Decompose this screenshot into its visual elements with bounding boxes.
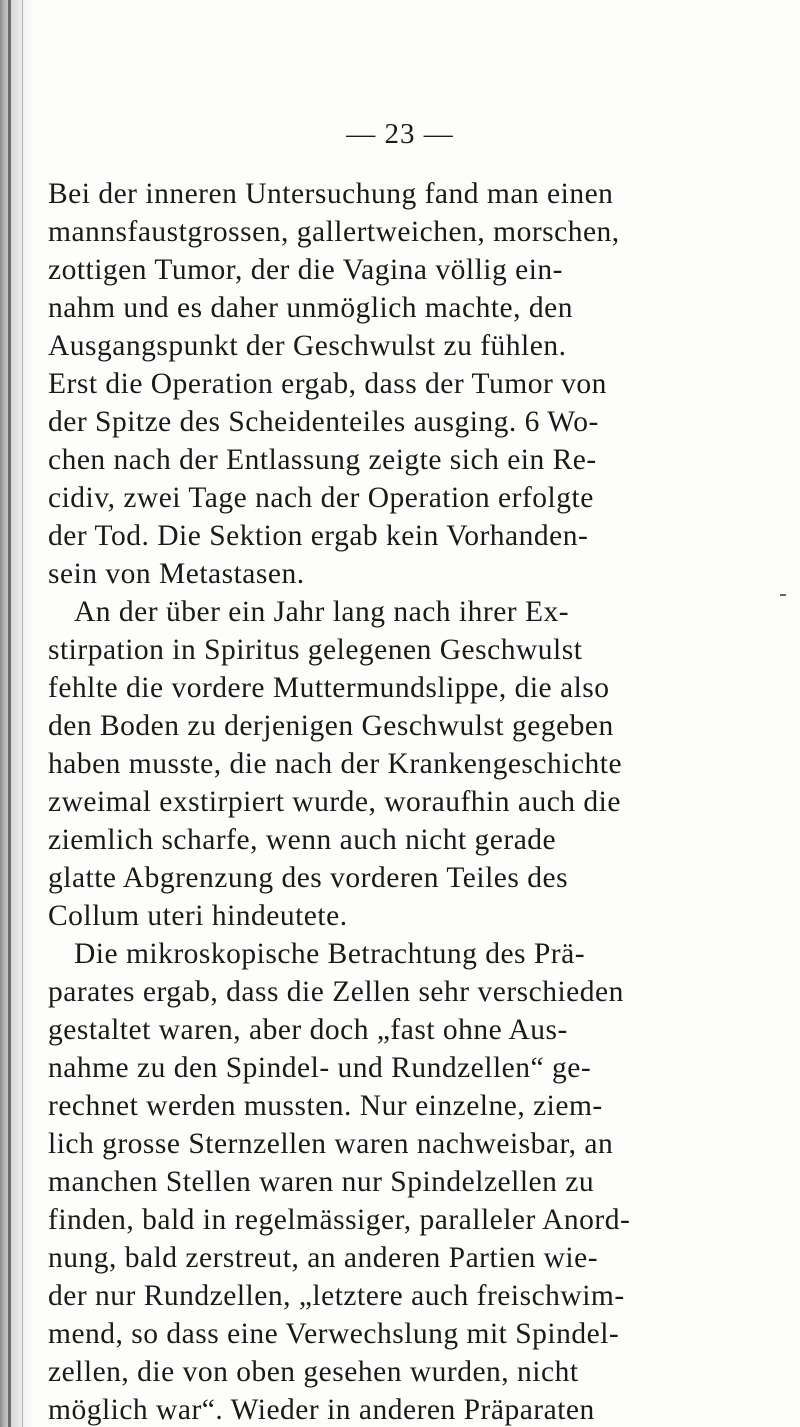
text-line: manchen Stellen waren nur Spindelzellen zu [48, 1166, 595, 1198]
text-line: chen nach der Entlassung zeigte sich ein Re- [48, 444, 597, 476]
text-line: glatte Abgrenzung des vorderen Teiles des [48, 862, 569, 894]
page-binding-shadow [0, 0, 34, 1427]
binding-edge-line [8, 0, 11, 1427]
text-line: sein von Metastasen. [48, 558, 305, 590]
text-line: Collum uteri hindeutete. [48, 900, 348, 932]
text-line: parates ergab, dass die Zellen sehr verschieden [48, 976, 624, 1008]
text-line: zellen, die von oben gesehen wurden, nicht [48, 1356, 579, 1388]
text-line: den Boden zu derjenigen Geschwulst gegeben [48, 710, 614, 742]
text-line: nung, bald zerstreut, an anderen Partien wie- [48, 1242, 599, 1274]
text-line: nahm und es daher unmöglich machte, den [48, 292, 573, 324]
margin-mark [780, 594, 786, 596]
text-line: zottigen Tumor, der die Vagina völlig ein- [48, 254, 563, 286]
text-line: zweimal exstirpiert wurde, woraufhin auch die [48, 786, 621, 818]
text-line: haben musste, die nach der Krankengeschichte [48, 748, 623, 780]
text-line: gestaltet waren, aber doch „fast ohne Aus- [48, 1014, 568, 1046]
text-line: An der über ein Jahr lang nach ihrer Ex- [74, 596, 570, 628]
text-line: möglich war“. Wieder in anderen Präparaten [48, 1394, 595, 1426]
text-line: stirpation in Spiritus gelegenen Geschwulst [48, 634, 583, 666]
text-line: fehlte die vordere Muttermundslippe, die also [48, 672, 610, 704]
text-line: der nur Rundzellen, „letztere auch freischwim- [48, 1280, 625, 1312]
text-line: rechnet werden mussten. Nur einzelne, ziem- [48, 1090, 603, 1122]
text-line: der Spitze des Scheidenteiles ausging. 6 Wo- [48, 406, 599, 438]
text-line: nahme zu den Spindel- und Rundzellen“ ge- [48, 1052, 592, 1084]
text-line: finden, bald in regelmässiger, paralleler Anord- [48, 1204, 631, 1236]
text-line: cidiv, zwei Tage nach der Operation erfolgte [48, 482, 594, 514]
text-line: mend, so dass eine Verwechslung mit Spindel- [48, 1318, 620, 1350]
binding-edge-line-secondary [22, 0, 23, 1427]
text-line: Erst die Operation ergab, dass der Tumor von [48, 368, 607, 400]
text-line: ziemlich scharfe, wenn auch nicht gerade [48, 824, 557, 856]
text-line: mannsfaustgrossen, gallertweichen, morschen, [48, 216, 620, 248]
text-line: lich grosse Sternzellen waren nachweisbar, an [48, 1128, 614, 1160]
text-line: Bei der inneren Untersuchung fand man einen [48, 178, 614, 210]
text-line: der Tod. Die Sektion ergab kein Vorhanden- [48, 520, 589, 552]
text-line: Die mikroskopische Betrachtung des Prä- [74, 938, 586, 970]
text-line: Ausgangspunkt der Geschwulst zu fühlen. [48, 330, 567, 362]
page-number: — 23 — [346, 118, 454, 150]
